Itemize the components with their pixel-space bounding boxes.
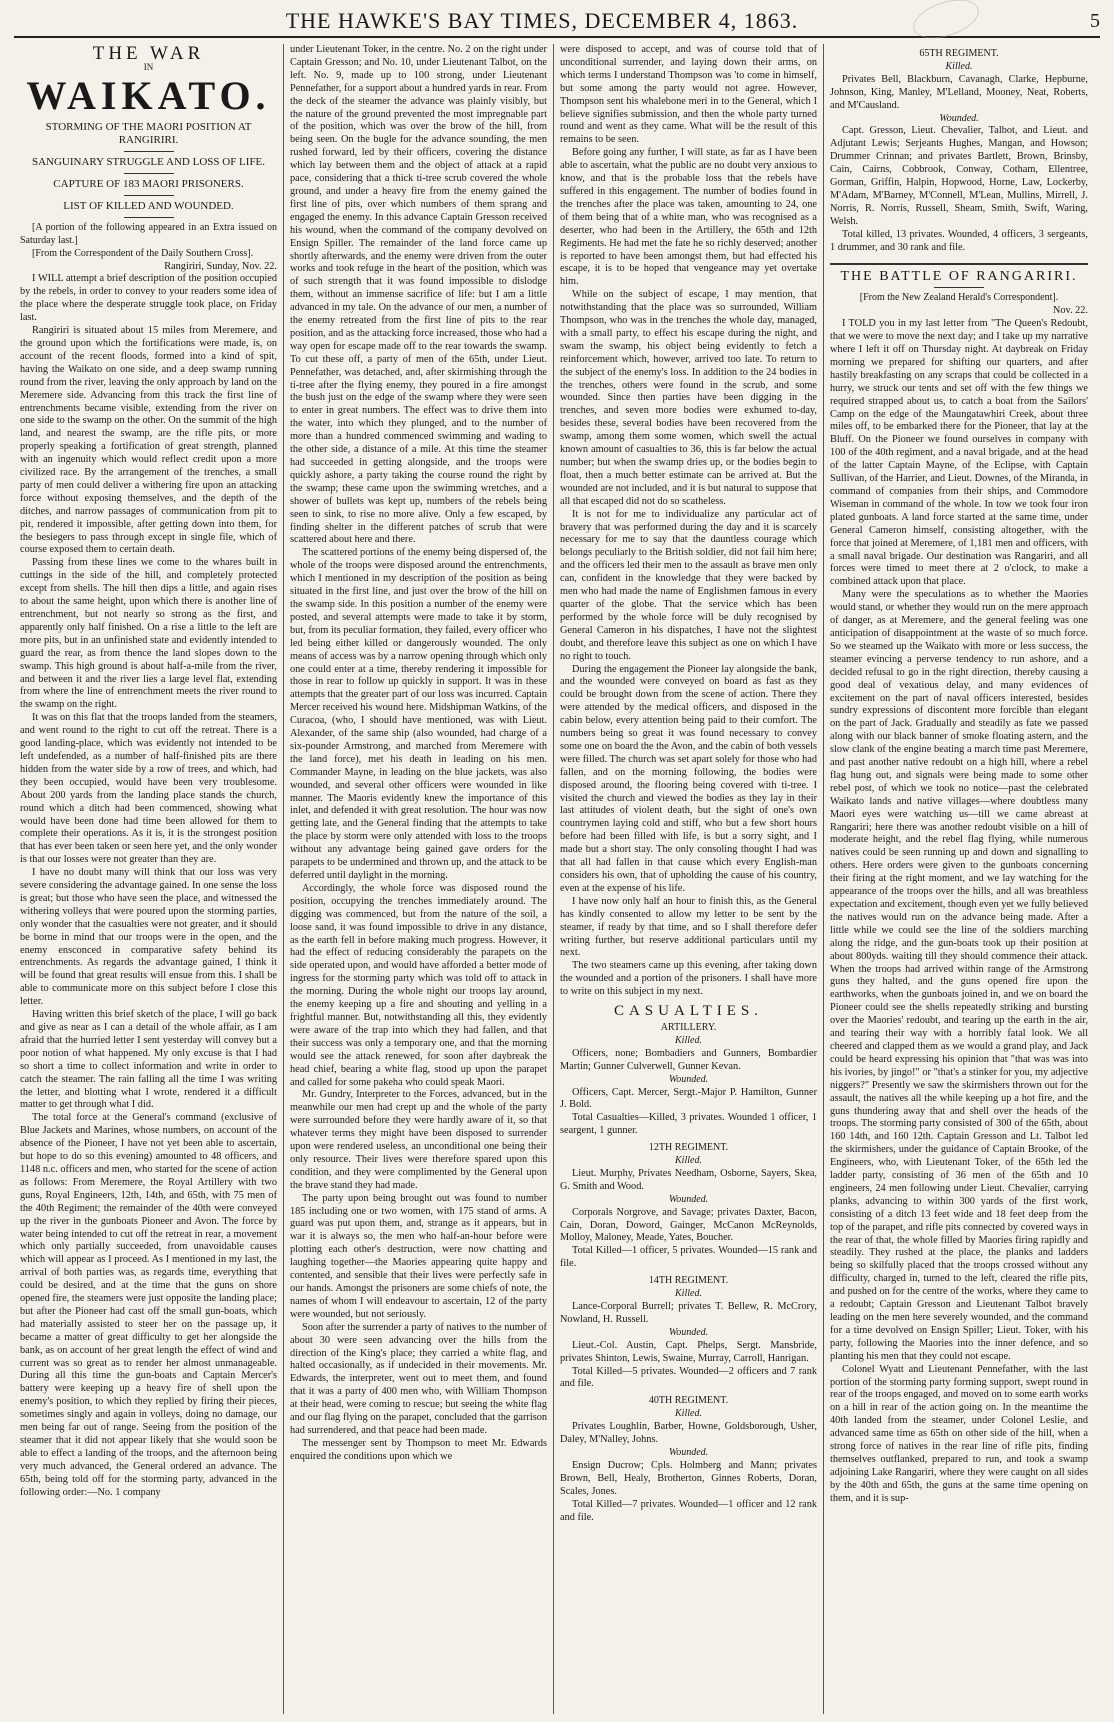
regiment-heading: 65TH REGIMENT. [919,48,999,59]
divider [124,151,174,152]
article-paragraph: Passing from these lines we come to the whares built in cuttings in the side of the hill, and completely protected except from shells. The hill then dips a little, and again rises to about the same height, upon which there is another line of entrenchment, but not nearly so strong as the first, and apparently only half finished. On a rise a little to the left are more pits, but in an unfinished state and evidently intended to guard the rear, as from thence the land slopes down to the swamp. This high ground is about half-a-mile from the river, and between it and the river lies a large level flat, extending from where the line of entrenchment meets the river round to the swamp on the right. [20,557,277,711]
casualty-category: Wounded. [668,1446,709,1458]
battle-title: THE BATTLE OF RANGARIRI. [830,263,1088,284]
article-paragraph: The messenger sent by Thompson to meet Mr. Edwards enquired the conditions upon which we [290,1437,547,1462]
casualty-list: Ensign Ducrow; Cpls. Holmberg and Mann; privates Brown, Bell, Healy, Brotherton, Ginnes Roberts, Doran, Scales, Jones. [560,1459,817,1497]
battle-source: [From the New Zealand Herald's Correspondent]. [859,292,1059,304]
divider [124,173,174,174]
casualty-total: Total Killed—5 privates. Wounded—2 officers and 7 rank and file. [560,1365,817,1390]
page-number: 5 [1090,9,1100,32]
article-paragraph: Having written this brief sketch of the place, I will go back and give as near as I can a detail of the whole affair, as I am afraid that the hurried letter I sent yesterday will convey but a poor notion of what happened. My only excuse is that I had so short a time to collect information and write in order to catch the steamer. The rain falling all the time I was writing the letter, and blotting what I wrote, rendered it a difficult matter to get through what I did. [20,1009,277,1111]
casualty-category: Killed. [675,1408,702,1420]
casualty-category: Killed. [675,1155,702,1167]
dateline: Rangiriri, Sunday, Nov. 22. [164,260,277,272]
casualty-category: Wounded. [668,1326,709,1338]
casualty-list: Officers, none; Bombadiers and Gunners, Bombardier Martin; Gunner Culverwell, Gunner Kevan. [560,1047,817,1072]
column-3 [554,44,824,1714]
article-paragraph: Rangiriri is situated about 15 miles from Meremere, and the ground upon which the fortifications were made, is, on account of the recent floods, formed into a kind of spit, having the Waikato on one side, and a deep swamp running round from the river, leaving the only approach by land on the Meremere side. Advancing from this track the first line of entrenchments became visible, extending from the river on one side to the swamp on the other. On the summit of the high land, and nearest the swamp, are the rifle pits, or more properly speaking a fortification of great strength, planned with an ingenuity which would reflect credit upon a more civilized race. By the arrangement of the trenches, a small party of men could deliver a withering fire upon an attacking force without exposing themselves, and the depth of the ditches, and narrow passages of communication from pit to pit, rendered it impossible, after getting down into them, for the besiegers to pass through except in single file, which of course exposed them to certain death. [20,325,277,556]
article-paragraph: While on the subject of escape, I may mention, that notwithstanding that the place was so surrounded, William Thompson, who was in the trenches the whole day, managed, with a small party, to effect his escape during the night, and swam the swamp, his object being evidently to fetch a reinforcement which, however, arrived too late. To return to the subject of the enemy's loss. In addition to the 24 bodies in the trenches, others were found in the scrub, and some wounded. Since then parties have been digging in the trenches, and seven more bodies were exhumed to-day, besides these, several bodies have been recovered from the swamp, among them some women, which swell the actual known amount of casualties to 36, this is far below the actual number; but when the swamp dries up, or the bodies begin to float, then a much better estimate can be arrived at. But the wounded are not included, and it is but natural to suppose that all that escaped did not do so scatheless. [560,289,817,507]
article-paragraph: Soon after the surrender a party of natives to the number of about 30 were seen advancing over the hills from the direction of the King's place; they carried a white flag, and halted occasionally, as if undecided in their movements. Mr. Edwards, the interpreter, went out to meet them, and found that it was a party of 400 men who, with William Thompson at their head, were coming to rescue; but seeing the white flag and our flag flying on the parapet, concluded that the garrison had surrendered, and that peace had been made. [290,1321,547,1436]
article-paragraph: I WILL attempt a brief description of the position occupied by the rebels, in order to convey to your readers some idea of the place where the desperate struggle took place, on Friday last. [20,273,277,324]
casualty-category: Wounded. [668,1193,709,1205]
article-paragraph: It was on this flat that the troops landed from the steamers, and went round to the right to cut off the retreat. There is a good landing-place, which was evidently not intended to be left undefended, as a number of half-finished pits are there hidden from the water side by a row of trees, and which, had they been occupied, would have been very troublesome. About 200 yards from the landing place stands the church, round which a ditch had been commenced, showing what would have been done had time been allowed for them to complete their operations. As it is, it is the strongest position that has ever been taken or seen here yet, and the only wonder is that our losses were not greater than they are. [20,712,277,866]
casualty-total: Total Killed—7 privates. Wounded—1 officer and 12 rank and file. [560,1498,817,1523]
article-paragraph: During the engagement the Pioneer lay alongside the bank, and the wounded were conveyed on board as fast as they could be brought down from the scene of action. There they were attended by the medical officers, and disposed in the cabin below, every attention being paid to their comfort. The numbers being so great it was found necessary to convey some one on board the the Avon, and the cabin of both vessels were filled. The church was set apart solely for those who had fallen, and on the morning following, the bodies were disposed around, the flooring being covered with ti-tree. I visited the church and viewed the bodies as they lay in their last attitudes of violent death, but the sight of one's own countrymen laying cold and stiff, who but a few short hours before had been filled with life, is but a sorry sight, and I made but a short stay. The only consoling thought I had was that all had fallen in that cause which every English-man considers his own, that of upholding the cause of his country, even at the expense of his life. [560,663,817,894]
casualty-category: Wounded. [668,1073,709,1085]
columns [14,44,1100,1714]
subheadline-2: SANGUINARY STRUGGLE AND LOSS OF LIFE. [31,155,266,168]
article-paragraph: Before going any further, I will state, as far as I have been able to ascertain, what the public are no doubt very anxious to know, and that is the probable loss that the rebels have suffered in this engagement. The number of bodies found in the trenches after the place was taken, amounting to 24, one of them being that of a white man, who was recognised as a deserter, who had been in the Artillery, the 65th and 12th Regiments. He had met the fate he so richly deserved; another is reported to have been amongst them, but had effected his escape, it is to be hoped that vengeance may yet overtake him. [560,147,817,288]
article-paragraph: Colonel Wyatt and Lieutenant Pennefather, with the last portion of the storming party forming support, swept round in rear of the troops engaged, and moved on to some earth works on a hill in rear of the action going on. In the meantime the 40th landed from the steamer, under Colonel Leslie, and advanced same time as 65th on other side of the hill, when a strong force of natives in the rear line of rifle pits, finding themselves outflanked, prepared to run, and took a swamp adjoining Lake Rangariri, where they were caught on all sides by the 40th and 65th, the guns at the same time opening on them, and it is sup- [830,1363,1088,1504]
column-4 [824,44,1094,1714]
article-paragraph: I have no doubt many will think that our loss was very severe considering the advantage gained. In one sense the loss is great; but those who have seen the place, and witnessed the withering volleys that were poured upon the storming parties, only wonder that the casualties were not greater, and it should be borne in mind that our troops were in the open, and the enemy ensconced in comparative safety behind its entrenchments. As regards the advantage gained, I think it will be found that great results will ensue from this. I shall be able to communicate more on this subject before I close this letter. [20,867,277,1008]
intro-source: [From the Correspondent of the Daily Southern Cross]. [32,247,254,259]
article-paragraph: Many were the speculations as to whether the Maories would stand, or whether they would run on the mere approach of danger, as at Meremere, and the general feeling was one anticipation of disappointment at the waste of so much force. So we steamed up the Waikato with more or less success, the steamer evincing a perverse tendency to run ashore, and a decided refusal to go in the right direction, thereby causing a good deal of vexatious delay, and many evidences of excitement on the part of naval officers interested, besides sundry expressions of discontent more forcible than elegant on the part of Jack. Gradually and steadily as fate we passed along with our black banner of smoke floating astern, and the slow clank of the engine beating a march time past Meremere, and past another native redoubt on a high hill, where a rebel flag hung out, and signals were being made to some other rebel post, of which we took no notice—past the celebrated Waikato lands and native villages—where doubtless many Maori eyes were watching us—till we came abreast at Rangariri; here there was another redoubt visible on a hill of moderate height, and the rebel flag flying, while numerous natives could be seen running up and down and signalling to others. Here orders were given to the gunboats concerning their firing at the right moment, and we lay watching for the appearance of the troops over the hills, and all was breathless expectation and excitement, though even yet we fully believed the natives would run on the advance being made. After a little while we could see the line of the soldiers marching along the ridge, and the gun-boats took up their position at about 800yds. waiting till they should commence their attack. When the troops had arrived within range of the Armstrong guns they halted, and the guns opened fire upon the earthworks, when the gunboats joined in, and we on board the Pioneer could see the shells repeatedly striking and bursting over the Maories' redoubt, and tearing up the earth in the air, and tearing their way with a horribly fatal look. We all cheered and clapped them as we would a grand play, and Jack could be heard expressing his opinion that "that was was into his ivories, by jingo!" or "that's a stinker for you, my adjective niggers?" Presently we saw the skirmishers thrown out for the assault, the natives all the while keeping up a hot fire, and the guns thundering away that and shell over the heads of the troops. The storming party consisted of 300 of the 65th, about 160 14th, and 160 12th. Captain Gresson and Lt. Talbot led the skirmishers, under the guidance of Captain Brooke, of the Engineers, who, with Lieutenant Toker, of the 65th led the ladder party, consisting of 36 men of the 65th and 10 engineers, 24 men following under Lieut. Chevalier, carrying planks, advancing to within 300 yards of the first work, consisting of a ditch 13 feet wide and 18 feet deep from the top of the parapet, and rifle pits connected by covered ways in the rear of that, the whole filled by Maories firing rapidly and steadily. They rushed at the place, the planks and ladders being so skilfully placed that the troops crossed without any difficulty, charged in, turned to the left, cleared the rifle pits, and pushed on for the centre of the works, where they came to a redoubt; Captain Gresson and Lieutenant Talbot bravely leading on the men here severely wounded, and the command for a time devolved on Ensign Spiller; Lieut. Toker, with his party, following the Maories into the inner defence, and so planting his men that they could not escape. [830,589,1088,1362]
casualty-list: Officers, Capt. Mercer, Sergt.-Major P. Hamilton, Gunner J. Bold. [560,1086,817,1111]
casualty-category: Killed. [945,60,973,72]
intro-note: [A portion of the following appeared in an Extra issued on Saturday last.] [20,221,277,246]
casualty-list: Lieut. Murphy, Privates Needham, Osborne, Sayers, Skea, G. Smith and Wood. [560,1167,817,1192]
article-paragraph: were disposed to accept, and was of course told that of unconditional surrender, and laying down their arms, on which terms I understand Thompson was 'to come in himself, but some among the party would not agree. However, Thompson sent his whalebone meri in to the General, which I believe signifies submission, and then the whole party turned round and went as they came. What will be the result of this remains to be seen. [560,44,817,146]
headline-war: THE WAR [92,44,205,64]
casualty-category: Killed. [675,1034,702,1046]
regiment-heading: 40TH REGIMENT. [648,1395,729,1407]
headline-waikato: WAIKATO. [26,72,271,118]
regiment-heading: 14TH REGIMENT. [648,1275,729,1287]
article-paragraph: I TOLD you in my last letter from "The Queen's Redoubt, that we were to move the next day; and I take up my narrative where I left it off on Thursday night. At daybreak on Friday morning we prepared for shifting our quarters, and after hastily breakfasting on any scraps that could be collected in a hurry, we struck our tents and set off with the few things we required strapped about us, to catch a boat from the Sailors' Camp on the edge of the Maungatawhiri Creek, about three miles off, to be embarked there for the Pioneer, that lay at the Bluff. On the Pioneer we found ourselves in company with 100 of the 40th regiment, and a naval brigade, and at the head of the latter Captain Mayne, of the Eclipse, with Captain Sullivan, of the Harrier, and Lieut. Downes, of the Miranda, in command of companies from their ships, and Commodore Wiseman in command of the whole. In tow we took four iron plated gunboats. A land force started at the same time, under General Cameron himself, consisting altogether, with the force that joined at Meremere, of 1,181 men and officers, with a small naval brigade. Our destination was Rangariri, and all forces were timed to meet there at 2 o'clock, to make a combined attack upon that place. [830,318,1088,588]
casualty-list: Privates Loughlin, Barber, Howne, Goldsborough, Usher, Daley, M'Nalley, Johns. [560,1421,817,1446]
article-paragraph: Accordingly, the whole force was disposed round the position, occupying the trenches immediately around. The digging was commenced, but from the nature of the soil, a loose sand, it was found impossible to drive in any distance, as the earth fell in before making much progress. However, it had the effect of reducing considerably the parapets on the side operated upon, and would have afforded a better mode of ingress for the storming party which was told off to attack in the morning. During the whole night our troops lay around, the enemy keeping up a fire and shouting and yelling in a frightful manner. But, notwithstanding all this, they evidently were aware of the trap into which they had fallen, and that their success was only a temporary one, and that the morning would see the attack renewed, for soon after daybreak the head chief, bearing a white flag, stood up upon the parapet and called for some pakeha who could speak Maori. [290,882,547,1088]
divider [124,217,174,218]
article-paragraph: The total force at the General's command (exclusive of Blue Jackets and Marines, whose numbers, on account of the absence of the Pioneer, I have not yet been able to ascertain, but hope to do so this evening) amounted to 48 officers, and 1148 n.c. officers and men, who started for the scene of action as follows: From Meremere, the Royal Artillery with two guns, Royal Engineers, 12th, 14th, and 65th, with 75 men of the 40th Regiment; the remainder of the 40th were conveyed up the river in the gunboats Pioneer and Avon. The force by water being intended to cut off the retreat in rear, a movement which only partially succeeded, from unavoidable causes which will appear as I proceed. As I mentioned in my last, the arrival of both parties was, as regards time, everything that could be desired, and at the time that the guns on shore opened fire, the steamers were just opposite the landing place; but after the Pioneer had cast off the small gun-boats, which had materially assisted to steer her on the passage up, it became a matter of great difficulty to get her alongside the bank, as on account of her great length the effect of wind and current was so great as to render her almost unmanageable. During all this time the gun-boats and Captain Mercer's battery were keeping up a heavy fire of shell upon the enemy's position, to which they replied by firing their pieces, sometimes singly and again in volleys, doing no damage, our men being far out of range. Seeing from the position of the steamer that it did not appear likely that she would soon be able to effect a landing of the troops, and the afternoon being very much advanced, the General ordered an advance. The 65th, being told off for the storming party, advanced in the following order:—No. 1 company [20,1112,277,1498]
casualty-total: Total killed, 13 privates. Wounded, 4 officers, 3 sergeants, 1 drummer, and 30 rank and file. [830,228,1088,253]
divider [124,195,174,196]
casualty-list: Privates Bell, Blackburn, Cavanagh, Clarke, Hepburne, Johnson, King, Manley, M'Lelland, Mooney, Neat, Roberts, and M'Causland. [830,73,1088,111]
column-1 [14,44,284,1714]
article-paragraph: The party upon being brought out was found to number 185 including one or two women, with 175 stand of arms. A guard was put upon them, and, strange as it appears, but in war it is always so, the men who half-an-hour before were plotting each other's destruction, were now chatting and laughing together—the Maories appearing quite happy and contented, and sensible that their lives were perfectly safe in our hands. Amongst the prisoners are some chiefs of note, the names of whom I will endeavour to ascertain, 12 of the party were wounded, but not seriously. [290,1192,547,1320]
article-paragraph: The scattered portions of the enemy being dispersed of, the whole of the troops were disposed around the entrenchments, which I mentioned in my description of the position as being situated in the first line, and just over the brow of the hill on the swamp side. In this position a number of the enemy were posted, and several attempts were made to take it by storm, but, from its peculiar formation, they failed, every officer who led being either killed or dangerously wounded. The only means of access was by a narrow opening through which only one could enter at a time, thereby rendering it impossible for those in rear to follow up quickly in support. It was in these attempts that the greater part of our loss was incurred. Captain Mercer received his wound here. Midshipman Watkins, of the Curacoa, (who, I should have mentioned, was with Lieut. Alexander, of the same ship (also wounded, had charge of a six-pounder Armstrong, and marched from Meremere with the land force), met his death in leading on his men. Commander Mayne, in leading on the blue jackets, was also wounded, and several other officers were wounded in like manner. The Maoris evidently knew the importance of this inlet, and defended it with great resolution. The hour was now getting late, and the General finding that the attempts to take the place by storm were only attended with loss to the troops without any advantage being gained gave orders for the parapets to be undermined and thrown up, and the attack to be deferred until daylight in the morning. [290,547,547,881]
column-2 [284,44,554,1714]
regiment-heading: ARTILLERY. [660,1021,717,1033]
divider [934,287,984,288]
headline-in: IN [143,61,154,72]
article-paragraph: Mr. Gundry, Interpreter to the Forces, advanced, but in the meanwhile our men had crept up and the whole of the party were surrounded before they were hardly aware of it, so that whatever terms they might have been disposed to surrender upon were rendered useless, an unconditional one being their only resource. Their lives were therefore spared upon this condition, and they were complimented by the General upon the brave stand they had made. [290,1089,547,1191]
masthead-title: THE HAWKE'S BAY TIMES, DECEMBER 4, 1863. [285,8,799,33]
casualty-list: Lance-Corporal Burrell; privates T. Bellew, R. McCrory, Nowland, H. Russell. [560,1301,817,1325]
casualty-list: Capt. Gresson, Lieut. Chevalier, Talbot, and Lieut. and Adjutant Lewis; Serjeants Hughes, Mangan, and Howson; Drummer Crinnan; and privates Bartlett, Brown, Brinsby, Cain, Cairns, Cobbrook, Conway, Cotham, Ellentree, Gorman, Griffin, Halpin, Hopwood, Horne, Law, Lockerby, M'Adam, M'Barney, M'Connell, M'Lean, Mullins, Mirrell, J. Norris, R. Norris, Russell, Sheam, Smith, Swift, Waring, Welsh. [830,125,1088,227]
casualty-list: Lieut.-Col. Austin, Capt. Phelps, Sergt. Mansbride, privates Shinton, Lewis, Swaine, Murray, Carroll, Hanrigan. [560,1339,817,1364]
casualty-category: Killed. [675,1288,702,1300]
article-paragraph: It is not for me to individualize any particular act of bravery that was performed during the day and it is scarcely necessary for me to say that the dauntless courage which belongs peculiarly to the British soldier, did not fail him here; and the officers led their men to the assault as brave men only can, confident in the knowledge that they were backed by men who had made the name of Englishmen famous in every quarter of the globe. That the service which has been performed by the whole force will be duly recognised by General Cameron in his dispatches, I have not the slightest doubt, and therefore leave this subject as one on which I have no right to touch. [560,508,817,662]
article-paragraph: under Lieutenant Toker, in the centre. No. 2 on the right under Captain Gresson; and No. 10, under Lieutenant Talbot, on the left. No. 9, made up to 100 strong, under Lieutenant Pennefather, for a support about a hundred yards in rear. From the deck of the steamer the advance was plainly visibly, but the nature of the ground prevented the most impregnable part of the position, which was over the brow of the hill, from being seen. On the bugle for the advance sounding, the men rushed forward, led by their officers, covering the distance which lay between them and the object of attack at a rapid pace, considering that a thick ti-tree scrub covered the whole ground, and under a heavy fire from the enemy gained the first line of pits, over which numbers of them sprang and engaged the enemy. In this advance Captain Gresson received his wound, when the command of the company devolved on Ensign Spiller. The remainder of the land force came up shortly afterwards, and the enemy were driven from the outer works and took refuge in the heart of the position, which was of such strength that it was found impossible to dislodge them, without an immense sacrifice of life: but I am a little advanced in my tale. On the advance of our men, a number of the enemy retreated from the first line of pits to the rear position, and as the attacking force increased, those who had a way open for escape made off to the rear towards the swamp. To cut these off, a party of men of the 65th, under Lieut. Pennefather, was detached, and, after skirmishing through the ti-tree after the flying enemy, they poured in a fire amongst the bush just on the edge of the swamp where they were seen to enter in great numbers. The effect was to drive them into the water, into which they plunged, and to the number of more than a hundred commenced swimming and wading to the other side, a distance of a mile. At this time the steamer had succeeded in getting alongside, and the troops were quickly ashore, a party taking the course round the right by the swamp; these came upon the swimming wretches, and a shower of bullets was kept up, numbers of the rebels being seen to sink, to rise no more alive. Only a few escaped, by finding shelter in the different patches of scrub that were scattered about here and there. [290,44,547,546]
casualties-title: CASUALTIES. [613,1003,764,1020]
casualty-total: Total Killed—1 officer, 5 privates. Wounded—15 rank and file. [560,1245,817,1270]
regiment-heading: 12TH REGIMENT. [648,1142,729,1154]
article-paragraph: The two steamers came up this evening, after taking down the wounded and a portion of the prisoners. I shall have more to write on this subject in my next. [560,960,817,998]
subheadline-1: STORMING OF THE MAORI POSITION AT RANGIRIRI. [45,120,252,146]
casualty-category: Wounded. [939,112,979,124]
casualty-list: Corporals Norgrove, and Savage; privates Daxter, Bacon, Cain, Doran, Doword, Gainger, McCanon McReynolds, Molloy, Maloney, Meade, Yates, Boucher. [560,1206,817,1244]
battle-dateline: Nov. 22. [1052,305,1088,317]
article-paragraph: I have now only half an hour to finish this, as the General has kindly consented to allow my letter to be sent by the steamer, if ready by that time, and so I shall therefore defer writing further, but reserve additional particulars until my next. [560,895,817,959]
subheadline-3: CAPTURE OF 183 MAORI PRISONERS. [53,177,244,190]
casualty-total: Total Casualties—Killed, 3 privates. Wounded 1 officer, 1 seargent, 1 gunner. [560,1112,817,1137]
subheadline-4: LIST OF KILLED AND WOUNDED. [63,199,234,212]
